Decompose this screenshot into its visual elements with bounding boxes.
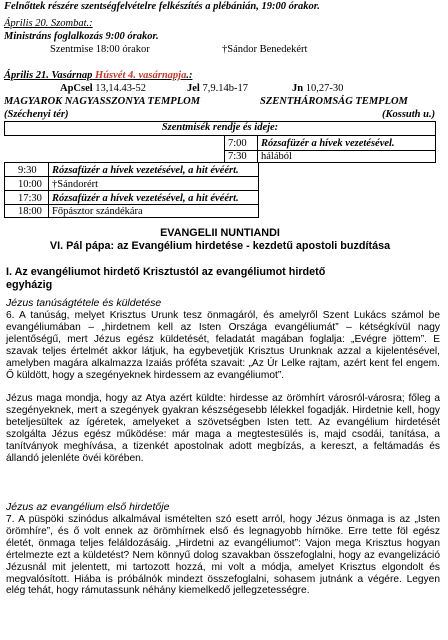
april21-date-line — [4, 70, 192, 82]
april20-mass: Szentmise 18:00 órakor — [50, 44, 150, 55]
reading-ref: 13,14.43-52 — [95, 83, 147, 94]
church-right-sub: (Kossuth u.) — [382, 109, 436, 120]
paragraph-7: 7. A püspöki szinódus alkalmával ismételten szó esett arról, hogy Jézus önmaga is az „Isten örömhíre”, és ő volt ennek az örömhírnek első és legnagyobb hírnöke. Erre tette föl egész életét, önmaga teljes feláldozásáig. „Hirdetni az evangéliumot”: Vajon mega Krisztus hogyan értelmezte ezt a küldetést? Nem könnyű dolog szavakban összefoglalni, hogy az evangelizáció Jézusnál mit jelentett, mi tartozott hozzá, mi volt a módja, amelyet Krisztus elgondolt és megvalósított. Hiába is próbálnók mindezt összefoglalni, sohasem jutnánk a végére. Legyen elég tehát, hogy rámutassunk néhány kiemelkedő jellegzetességre. — [6, 514, 440, 597]
reading-book: ApCsel — [60, 83, 93, 94]
schedule-time: 10:00 — [18, 179, 42, 190]
april20-memorial: †Sándor Benedekért — [222, 44, 308, 55]
reading-ref: 7,9.14b-17 — [202, 83, 248, 94]
schedule-entry: Rózsafüzér a hívek vezetésével. — [261, 138, 395, 149]
subheading-2: Jézus az evangélium első hirdetője — [6, 501, 170, 513]
april21-feast-suffix: .: — [186, 70, 193, 81]
church-left-sub: (Széchenyi tér) — [4, 109, 69, 120]
section-title-line1: I. Az evangéliumot hirdető Krisztustól az evangéliumot hirdető — [6, 266, 326, 278]
april21-date: Április 21. Vasárnap — [4, 70, 93, 81]
schedule-time: 7:00 — [228, 138, 247, 149]
church-left: MAGYAROK NAGYASSZONYA TEMPLOM — [4, 96, 201, 107]
paragraph-6b: Jézus maga mondja, hogy az Atya azért küldte: hirdesse az örömhírt városról-városra; főleg a szegényeknek, mert a szegények gyakran készségesebb lélekkel fogadják. Hirdetnie kell, hogy beteljesültek az ígéretek, amelyeket a szövetségben Isten tett. Az evangélium hirdetését szolgálta Jézus egész működése: már maga a megtestesülés is, majd csodái, tanítása, a tanítványok meghívása, a tizenkét apostolnak adott megbízás, a kereszt, a feltámadás és állandó jelenléte övéi körében. — [6, 393, 440, 464]
reading-book: Jel — [187, 83, 200, 94]
schedule-entry: Rózsafüzér a hívek vezetésével, a hit évéért. — [52, 165, 239, 176]
april20-date: Április 20. Szombat.: — [4, 18, 93, 29]
paragraph-6: 6. A tanúság, melyet Krisztus Urunk tesz önmagáról, és amelyről Szent Lukács számol be evangéliumában – „hirdetnem kell az Isten Országa evangéliumát” – kétségkívül nagy jelentőségű, mert Jézus egész küldetését, feladatát magában foglalja: „Evégre jöttem”. E szavak teljes értelmét akkor látjuk, ha egybevetjük Krisztus Urunknak azzal a kijelentésével, amelyben magára alkalmazza Izaiás próféta szavait: „Az Úr Lelke rajtam, azért kent fel engem. Ő küldött, hogy a szegényeknek hirdessem az evangéliumot”. — [6, 310, 440, 381]
schedule-time: 9:30 — [18, 165, 37, 176]
april21-feast: Húsvét 4. vasárnapja — [95, 70, 187, 81]
document-title: EVANGELII NUNTIANDI — [160, 227, 280, 239]
april20-ministrants: Ministráns foglalkozás 9:00 órakor. — [4, 31, 159, 42]
subheading-1: Jézus tanúságtétele és küldetése — [6, 297, 162, 309]
header-notice: Felnőttek részére szentségfelvételre felkészítés a plébánián, 19:00 órakor. — [4, 1, 320, 12]
schedule-title: Szentmisék rendje és ideje: — [161, 122, 279, 133]
reading-ref: 10,27-30 — [305, 83, 344, 94]
schedule-time: 17:30 — [18, 193, 42, 204]
schedule-entry: hálából — [261, 151, 292, 162]
section-title-line2: egyházig — [6, 279, 53, 291]
schedule-time: 7:30 — [228, 151, 247, 162]
church-right: SZENTHÁROMSÁG TEMPLOM — [260, 96, 408, 107]
reading-3 — [292, 83, 343, 95]
document-subtitle: VI. Pál pápa: az Evangélium hirdetése - kezdetű apostoli buzdítása — [49, 240, 391, 252]
schedule-time: 18:00 — [18, 206, 42, 217]
reading-book: Jn — [292, 83, 304, 94]
reading-2 — [187, 83, 248, 95]
schedule-entry: Rózsafüzér a hívek vezetésével, a hit évéért. — [52, 193, 239, 204]
schedule-entry: †Sándorért — [52, 179, 99, 190]
reading-1 — [60, 83, 146, 95]
schedule-entry: Főpásztor szándékára — [52, 206, 143, 217]
